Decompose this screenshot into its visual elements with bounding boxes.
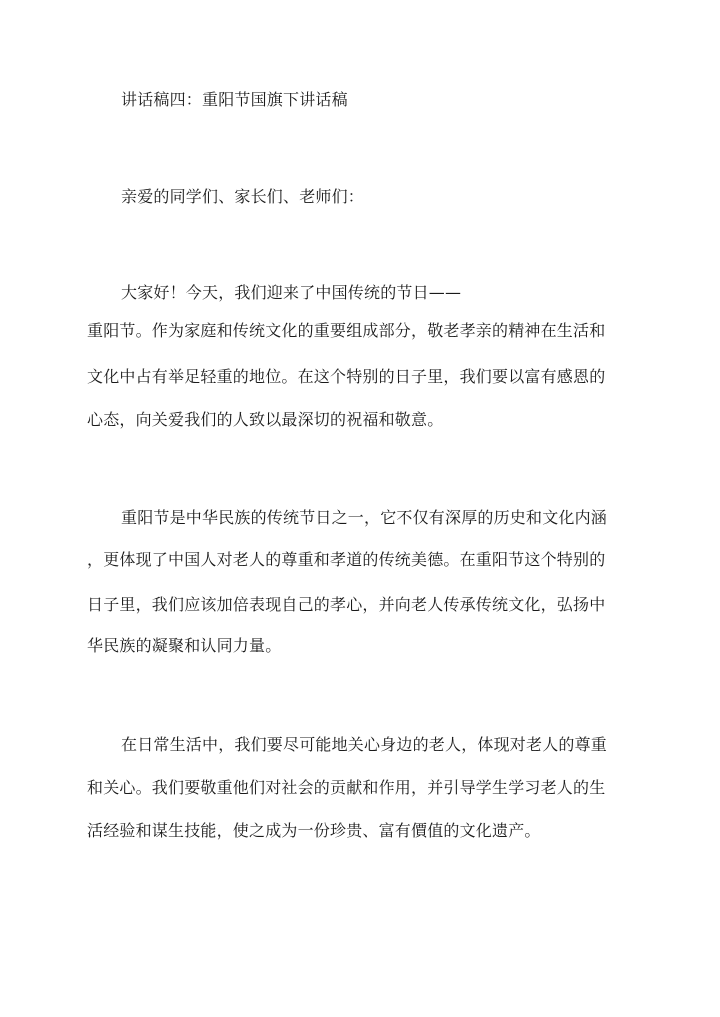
paragraph-line: 活经验和谋生技能，使之成为一份珍贵、富有價值的文化遗产。 <box>87 821 541 840</box>
paragraph-line: 在日常生活中，我们要尽可能地关心身边的老人，体现对老人的尊重 <box>121 735 608 754</box>
paragraph-line: 华民族的凝聚和认同力量。 <box>87 636 282 655</box>
salutation: 亲爱的同学们、家长们、老师们： <box>121 187 365 206</box>
paragraph-line: 文化中占有举足轻重的地位。在这个特别的日子里，我们要以富有感恩的 <box>87 367 606 386</box>
paragraph-line: 重阳节是中华民族的传统节日之一，它不仅有深厚的历史和文化内涵 <box>121 508 608 527</box>
paragraph-line: 日子里，我们应该加倍表现自己的孝心，并向老人传承传统文化，弘扬中 <box>87 595 606 614</box>
document-title: 讲话稿四：重阳节国旗下讲话稿 <box>121 90 348 109</box>
paragraph-line: 大家好！今天，我们迎来了中国传统的节日—— <box>121 283 462 302</box>
paragraph-line: ，更体现了中国人对老人的尊重和孝道的传统美德。在重阳节这个特别的 <box>87 550 606 569</box>
paragraph-line: 心态，向关爱我们的人致以最深切的祝福和敬意。 <box>87 410 444 429</box>
paragraph-line: 重阳节。作为家庭和传统文化的重要组成部分，敬老孝亲的精神在生活和 <box>87 321 606 340</box>
paragraph-line: 和关心。我们要敬重他们对社会的贡献和作用，并引导学生学习老人的生 <box>87 778 606 797</box>
